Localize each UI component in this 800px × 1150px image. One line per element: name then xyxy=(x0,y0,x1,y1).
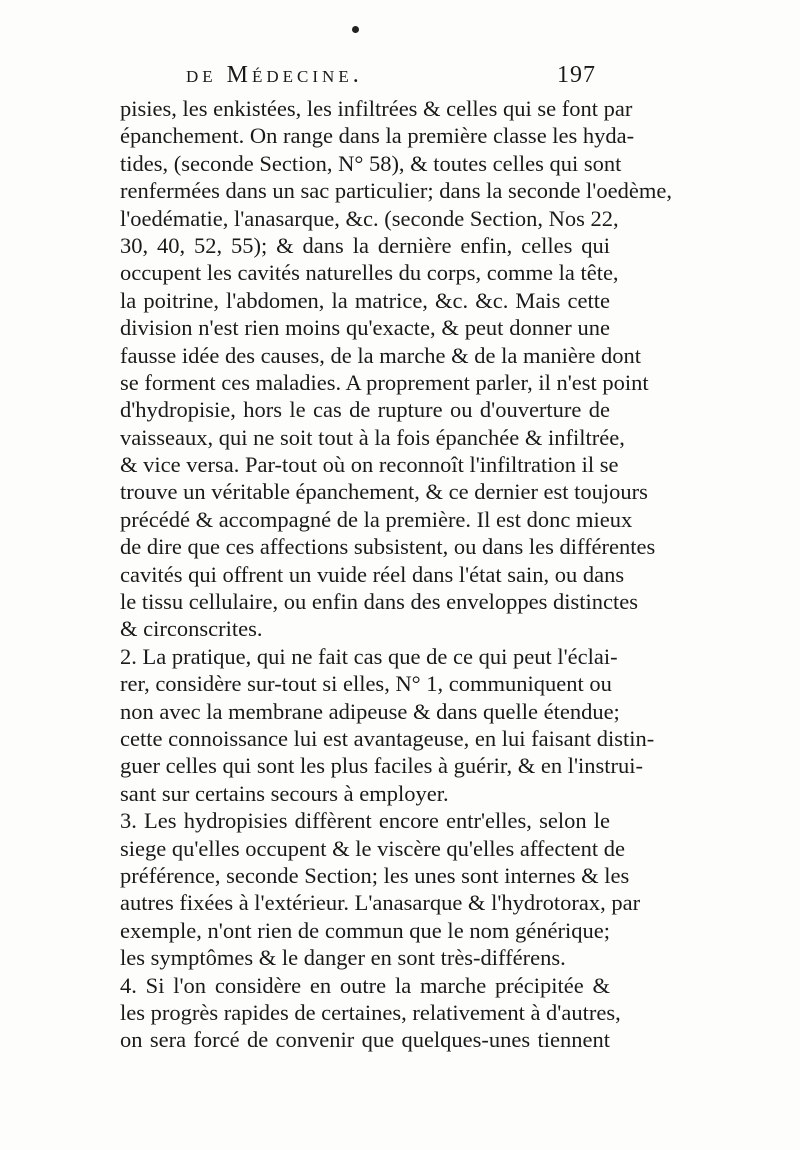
text-line: exemple, n'ont rien de commun que le nom générique; xyxy=(120,917,610,943)
text-line: renfermées dans un sac particulier; dans la seconde l'oedème, xyxy=(120,178,672,204)
text-line: fausse idée des causes, de la marche & de la manière dont xyxy=(120,342,642,368)
text-line: division n'est rien moins qu'exacte, & peut donner une xyxy=(120,315,610,341)
text-line: occupent les cavités naturelles du corps, comme la tête, xyxy=(120,260,619,286)
text-line: les symptômes & le danger en sont très-différens. xyxy=(120,945,566,971)
body-text xyxy=(120,95,672,1054)
text-line: rer, considère sur-tout si elles, N° 1, communiquent ou xyxy=(120,671,612,697)
text-line: cette connoissance lui est avantageuse, en lui faisant distin- xyxy=(120,725,655,751)
ink-dot xyxy=(352,26,359,33)
text-line: pisies, les enkistées, les infiltrées & celles qui se font par xyxy=(120,96,633,121)
text-line: & circonscrites. xyxy=(120,616,263,642)
running-title: de Médecine. xyxy=(186,62,363,88)
text-line: autres fixées à l'extérieur. L'anasarque & l'hydrotorax, par xyxy=(120,890,641,916)
text-line: on sera forcé de convenir que quelques-unes tiennent xyxy=(120,1027,610,1053)
text-line: trouve un véritable épanchement, & ce dernier est toujours xyxy=(120,479,648,505)
text-line: se forment ces maladies. A proprement parler, il n'est point xyxy=(120,369,649,395)
text-line: 2. La pratique, qui ne fait cas que de ce qui peut l'éclai- xyxy=(120,643,618,669)
page-number: 197 xyxy=(557,62,596,88)
running-header xyxy=(180,62,600,94)
text-line: 30, 40, 52, 55); & dans la dernière enfin, celles qui xyxy=(120,232,610,258)
text-line: 4. Si l'on considère en outre la marche précipitée & xyxy=(120,972,610,998)
text-line: & vice versa. Par-tout où on reconnoît l'infiltration il se xyxy=(120,452,619,478)
text-line: épanchement. On range dans la première classe les hyda- xyxy=(120,123,635,149)
text-line: non avec la membrane adipeuse & dans quelle étendue; xyxy=(120,698,620,724)
text-line: l'oedématie, l'anasarque, &c. (seconde Section, Nos 22, xyxy=(120,205,619,231)
text-line: précédé & accompagné de la première. Il est donc mieux xyxy=(120,506,633,532)
text-line: la poitrine, l'abdomen, la matrice, &c. &c. Mais cette xyxy=(120,287,610,313)
text-line: préférence, seconde Section; les unes sont internes & les xyxy=(120,862,630,888)
text-line: les progrès rapides de certaines, relativement à d'autres, xyxy=(120,999,621,1025)
text-line: guer celles qui sont les plus faciles à guérir, & en l'instrui- xyxy=(120,753,644,779)
text-line: de dire que ces affections subsistent, ou dans les différentes xyxy=(120,534,656,560)
text-line: le tissu cellulaire, ou enfin dans des enveloppes distinctes xyxy=(120,589,638,615)
text-line: cavités qui offrent un vuide réel dans l'état sain, ou dans xyxy=(120,561,625,587)
text-line: d'hydropisie, hors le cas de rupture ou d'ouverture de xyxy=(120,397,610,423)
text-line: vaisseaux, qui ne soit tout à la fois épanchée & infiltrée, xyxy=(120,424,625,450)
text-line: 3. Les hydropisies diffèrent encore entr'elles, selon le xyxy=(120,808,610,834)
text-line: sant sur certains secours à employer. xyxy=(120,780,449,806)
text-line: siege qu'elles occupent & le viscère qu'elles affectent de xyxy=(120,835,625,861)
text-line: tides, (seconde Section, N° 58), & toutes celles qui sont xyxy=(120,150,622,176)
